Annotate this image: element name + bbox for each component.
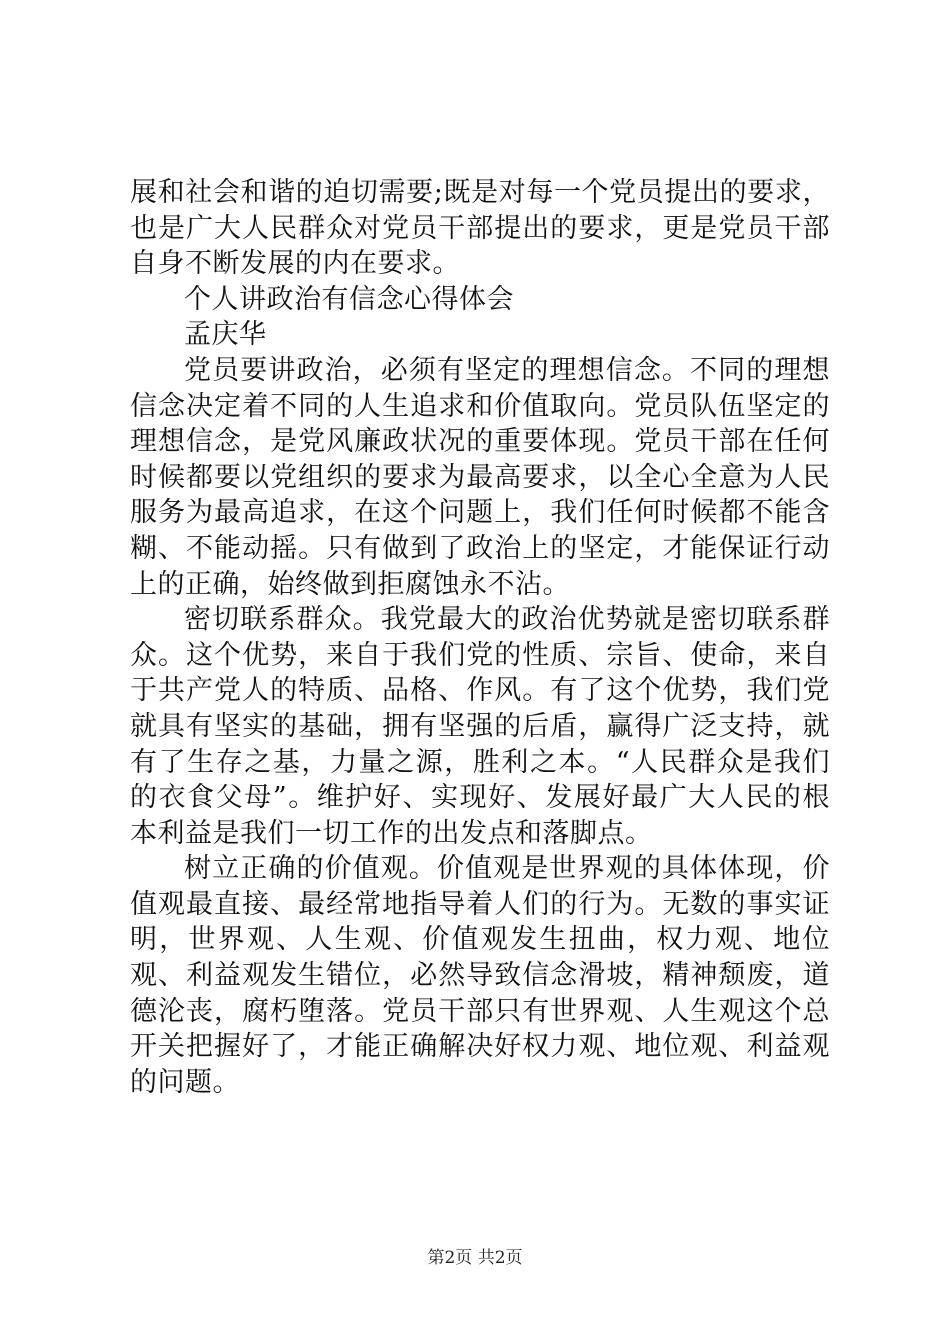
paragraph-values: 树立正确的价值观。价值观是世界观的具体体现，价值观最直接、最经常地指导着人们的行为。无数的事实证明，世界观、人生观、价值观发生扭曲，权力观、地位观、利益观发生错位，必然导致信念滑坡，精神颓废，道德沦丧，腐朽堕落。党员干部只有世界观、人生观这个总开关把握好了，才能正确解决好权力观、地位观、利益观的问题。 (130, 853, 830, 1098)
paragraph-continuation: 展和社会和谐的迫切需要;既是对每一个党员提出的要求，也是广大人民群众对党员干部提出的要求，更是党员干部自身不断发展的内在要求。 (130, 177, 830, 280)
paragraph-connect-masses: 密切联系群众。我党最大的政治优势就是密切联系群众。这个优势，来自于我们党的性质、宗旨、使命，来自于共产党人的特质、品格、作风。有了这个优势，我们党就具有坚实的基础，拥有坚强的后盾，赢得广泛支持，就有了生存之基，力量之源，胜利之本。“人民群众是我们的衣食父母”。维护好、实现好、发展好最广大人民的根本利益是我们一切工作的出发点和落脚点。 (130, 604, 830, 849)
paragraph-political-belief: 党员要讲政治，必须有坚定的理想信念。不同的理想信念决定着不同的人生追求和价值取向。党员队伍坚定的理想信念，是党风廉政状况的重要体现。党员干部在任何时候都要以党组织的要求为最高要求，以全心全意为人民服务为最高追求，在这个问题上，我们任何时候都不能含糊、不能动摇。只有做到了政治上的坚定，才能保证行动上的正确，始终做到拒腐蚀永不沾。 (130, 354, 830, 600)
author-name: 孟庆华 (184, 319, 267, 351)
essay-title: 个人讲政治有信念心得体会 (184, 283, 514, 315)
document-body (130, 175, 830, 1100)
page-footer: 第2页 共2页 (427, 1248, 523, 1268)
